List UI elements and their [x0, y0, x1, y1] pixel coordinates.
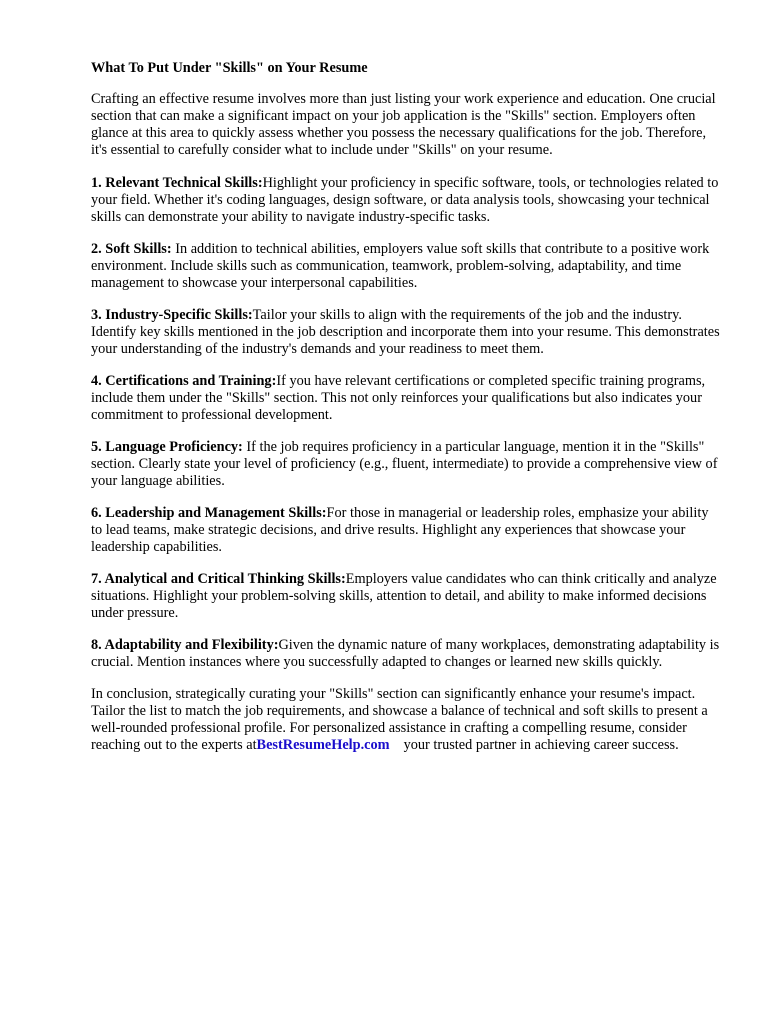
- conclusion-paragraph: [91, 686, 723, 754]
- document-page: [91, 60, 723, 769]
- section-body: Employers value candidates who can think critically and analyze situations. Highlight your problem-solving skills, attention to detail, and ability to make informed decisions under pressure.: [91, 571, 717, 621]
- conclusion-text: In conclusion, strategically curating your "Skills" section can significantly enhance your resume's impact. Tailor the list to match the job requirements, and showcase a balance of technical and soft skills to present a well-rounded professional profile. For personalized assistance in crafting a compelling resume, consider reaching out to the experts at: [91, 686, 708, 753]
- section-heading: 3. Industry-Specific Skills:: [91, 307, 253, 323]
- section-heading: 7. Analytical and Critical Thinking Skills:: [91, 571, 346, 587]
- section-certifications-training: [91, 373, 723, 424]
- document-title: What To Put Under "Skills" on Your Resume: [91, 60, 368, 76]
- section-body: In addition to technical abilities, employers value soft skills that contribute to a positive work environment. Include skills such as communication, teamwork, problem-solving, adaptability, and time management to showcase your interpersonal capabilities.: [91, 241, 710, 291]
- section-industry-specific-skills: [91, 307, 723, 358]
- section-body: Tailor your skills to align with the requirements of the job and the industry. Identify key skills mentioned in the job description and incorporate them into your resume. This demonstrates your understanding of the industry's demands and your readiness to meet them.: [91, 307, 720, 357]
- section-heading: 4. Certifications and Training:: [91, 373, 277, 389]
- section-language-proficiency: [91, 439, 723, 490]
- section-heading: 8. Adaptability and Flexibility:: [91, 637, 279, 653]
- section-soft-skills: [91, 241, 723, 292]
- section-body: If the job requires proficiency in a particular language, mention it in the "Skills" section. Clearly state your level of proficiency (e.g., fluent, intermediate) to provide a comprehensive view of your language abilities.: [91, 439, 718, 489]
- section-body: Highlight your proficiency in specific software, tools, or technologies related to your field. Whether it's coding languages, design software, or data analysis tools, showcasing your technical skills can demonstrate your ability to navigate industry-specific tasks.: [91, 175, 719, 225]
- section-body: If you have relevant certifications or completed specific training programs, include them under the "Skills" section. This not only reinforces your qualifications but also indicates your commitment to professional development.: [91, 373, 706, 423]
- section-heading: 6. Leadership and Management Skills:: [91, 505, 327, 521]
- section-body: Given the dynamic nature of many workplaces, demonstrating adaptability is crucial. Mention instances where you successfully adapted to changes or learned new skills quickly.: [91, 637, 720, 670]
- section-heading: 1. Relevant Technical Skills:: [91, 175, 263, 191]
- intro-paragraph: Crafting an effective resume involves more than just listing your work experience and education. One crucial section that can make a significant impact on your job application is the "Skills" section. Employers often glance at this area to quickly assess whether you possess the necessary qualifications for the job. Therefore, it's essential to carefully consider what to include under "Skills" on your resume.: [91, 91, 716, 158]
- section-relevant-technical-skills: [91, 175, 723, 226]
- section-heading: 5. Language Proficiency:: [91, 439, 243, 455]
- section-adaptability-flexibility: [91, 637, 723, 671]
- section-heading: 2. Soft Skills:: [91, 241, 172, 257]
- conclusion-tail-text: your trusted partner in achieving career success.: [403, 737, 679, 753]
- best-resume-help-link[interactable]: BestResumeHelp.com: [256, 737, 390, 753]
- section-leadership-management: [91, 505, 723, 556]
- section-body: For those in managerial or leadership roles, emphasize your ability to lead teams, make strategic decisions, and drive results. Highlight any experiences that showcase your leadership capabilities.: [91, 505, 709, 555]
- section-analytical-critical-thinking: [91, 571, 723, 622]
